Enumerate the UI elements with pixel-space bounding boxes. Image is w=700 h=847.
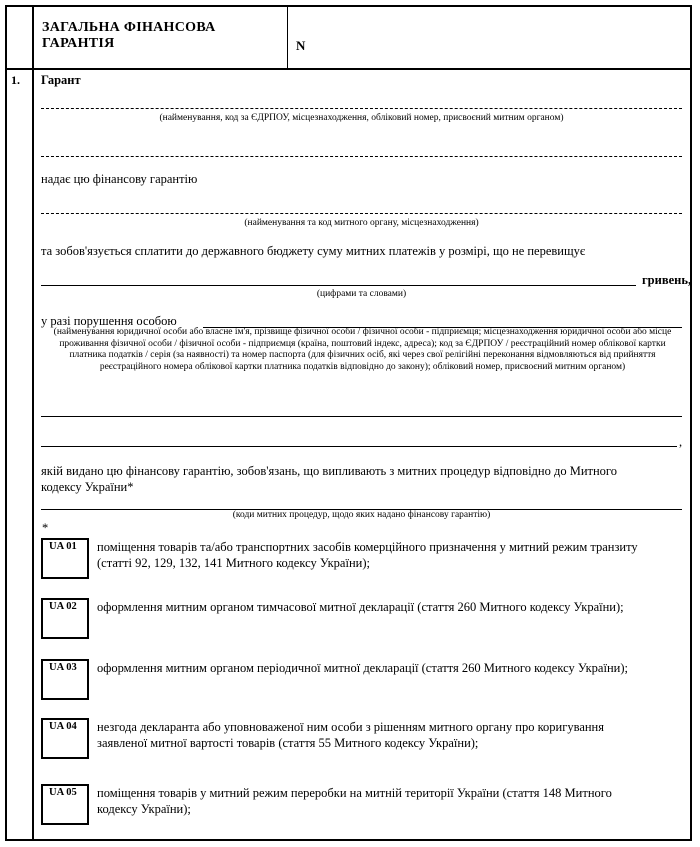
section-number: 1. (11, 73, 20, 87)
currency-label: гривень, (642, 273, 692, 287)
option-line: оформлення митним органом тимчасової митної декларації (стаття 260 Митного кодексу України); (97, 600, 624, 614)
guarantor-caption: (найменування, код за ЄДРПОУ, місцезнаходження, обліковий номер, присвоєний митним органом) (159, 113, 564, 123)
asterisk-note: * (42, 521, 49, 535)
option-ua-03-text (97, 660, 687, 676)
procedures-caption: (коди митних процедур, щодо яких надано фінансову гарантію) (232, 510, 491, 520)
procedure-code: UA 02 (49, 601, 77, 612)
amount-field-line[interactable] (41, 285, 636, 286)
title-line-2: ГАРАНТІЯ (42, 36, 115, 51)
option-ua-02-text (97, 599, 687, 615)
guarantor-field-line[interactable] (41, 108, 682, 109)
procedure-code: UA 04 (49, 721, 77, 732)
checkbox-ua-03[interactable] (41, 659, 89, 700)
violation-text: у разі порушення особою (41, 314, 177, 328)
amount-caption: (цифрами та словами) (316, 289, 407, 299)
checkbox-ua-01[interactable] (41, 538, 89, 579)
option-line: заявленої митної вартості товарів (стаття 55 Митного кодексу України); (97, 736, 479, 750)
guarantee-number-label: N (296, 38, 306, 53)
issued-text-line-2: кодексу України* (41, 480, 134, 494)
header-bottom-line (5, 68, 692, 70)
line-comma: , (679, 435, 683, 449)
option-line: незгода декларанта або уповноваженої ним особи з рішенням митного органу про коригування (97, 720, 605, 734)
option-line: поміщення товарів та/або транспортних засобів комерційного призначення у митний режим транзиту (97, 540, 638, 554)
procedure-code: UA 05 (49, 787, 77, 798)
option-ua-05-text (97, 785, 687, 817)
guarantor-label: Гарант (41, 73, 81, 87)
left-column-divider (32, 5, 34, 841)
checkbox-ua-02[interactable] (41, 598, 89, 639)
checkbox-ua-04[interactable] (41, 718, 89, 759)
title-line-1: ЗАГАЛЬНА ФІНАНСОВА (42, 20, 216, 35)
option-ua-04-text (97, 719, 687, 751)
option-line: кодексу України); (97, 802, 191, 816)
option-line: (статті 92, 129, 132, 141 Митного кодексу України); (97, 556, 370, 570)
form-frame (5, 5, 692, 841)
customs-caption: (найменування та код митного органу, місцезнаходження) (244, 218, 479, 228)
person-field-line-3[interactable] (41, 446, 677, 447)
header-divider (287, 5, 288, 69)
issued-text-line-1: якій видано цю фінансову гарантію, зобов'язань, що випливають з митних процедур відповідно до Митного (41, 464, 617, 478)
option-ua-01-text (97, 539, 687, 571)
option-line: оформлення митним органом періодичної митної декларації (стаття 260 Митного кодексу України); (97, 661, 628, 675)
procedure-code: UA 01 (49, 541, 77, 552)
obligation-text: та зобов'язується сплатити до державного бюджету суму митних платежів у розмірі, що не перевищує (41, 244, 586, 258)
customs-field-line[interactable] (41, 213, 682, 214)
issues-guarantee-text: надає цю фінансову гарантію (41, 172, 198, 186)
form-title (42, 20, 216, 52)
person-caption: (найменування юридичної особи або власне ім'я, прізвище фізичної особи / фізичної особи - підприємця; місцезнаходження юридичної особи або місце проживання фізичної особи / фізичної особи - підприємця (країна, поштовий індекс, адреса); код за ЄДРПОУ / реєстраційний номер облікової картки платника податків / серія (за наявності) та номер паспорта (для фізичних осіб, які через свої релігійні переконання відмовляються від прийняття реєстраційного номера облікової картки платника податків відповідно до закону); обліковий номер, присвоєний митним органом) (53, 327, 672, 372)
checkbox-ua-05[interactable] (41, 784, 89, 825)
option-line: поміщення товарів у митний режим переробки на митній території України (стаття 148 Митного (97, 786, 612, 800)
person-field-line-2[interactable] (41, 416, 682, 417)
guarantor-field-line-2[interactable] (41, 156, 682, 157)
procedure-code: UA 03 (49, 662, 77, 673)
